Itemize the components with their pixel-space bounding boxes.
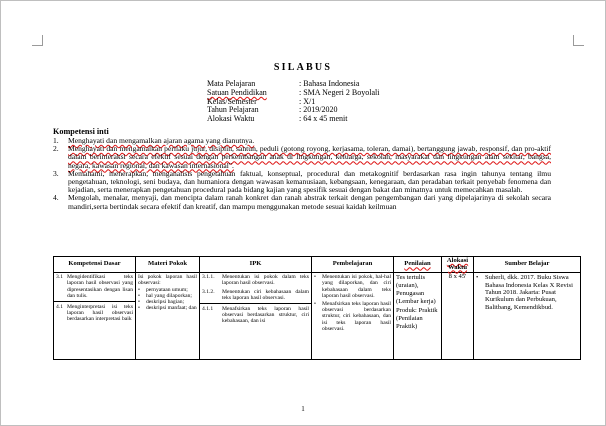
meta-key: Satuan Pendidikan [207,87,267,97]
ki-item [53,194,551,210]
ki-list [53,137,551,211]
ki-heading: Kompetensi inti [53,127,109,136]
cell-alokasi [442,273,474,360]
meta-value: : SMA Negeri 2 Boyolali [299,87,380,97]
materi-item: • pernyataan umum; [138,286,188,293]
table-row [54,273,581,360]
kd-text: Mengidentifikasi teks laporan hasil observasi yang dipresentasikan dengan lisan dan tulis. [67,274,133,299]
page-number: 1 [301,405,305,413]
ipk-item [202,274,309,286]
pembelajaran-text: Menentukan isi pokok, hal-hal yang dilaporkan, dan ciri kebahasaan dalam teks laporan hasil observasi. [322,274,391,299]
ki-item [53,170,551,195]
penilaian-item: (Penilaian Praktik) [396,315,423,330]
materi-text: deskripsi bagian; [146,299,185,305]
col-header-ipk: IPK [200,257,312,273]
col-header-sumber: Sumber Belajar [474,257,581,273]
cell-kd [54,273,136,360]
margin-corner-tr [573,35,584,46]
cell-ipk [200,273,312,360]
kd-item [56,274,133,299]
ipk-item [202,289,309,301]
col-header-kd: Kompetensi Dasar [54,257,136,273]
materi-text: hal yang dilaporkan; [146,292,192,299]
kd-separator [54,301,135,302]
meta-row [207,115,379,124]
table-header-row [54,257,581,273]
meta-value: : X/1 [299,96,316,106]
ki-number: 3. [53,168,59,178]
cell-pembelajaran [312,273,394,360]
cell-sumber [474,273,581,360]
ipk-text: Menentukan isi pokok dalam teks laporan hasil observasi. [222,274,309,287]
kd-number: 3.1 [56,274,63,281]
kd-text: Menginterpretasi isi teks laporan hasil observasi berdasarkan interpretasi baik [67,304,133,323]
materi-item: • deskripsi manfaat; dan [138,305,197,312]
ipk-text: Menentukan ciri kebahasaan dalam teks laporan hasil observasi. [222,288,309,301]
ipk-number: 4.1.1 [202,306,214,312]
sumber-item: • Suherli, dkk. 2017. Buku Siswa Bahasa Indonesia Kelas X Revisi Tahun 2018. Jakarta: Pusat Kurikulum dan Perbukuan, Balitbang, Kemendikbud. [476,274,578,311]
alokasi-value: 8 x 45' [448,273,467,281]
meta-value: : 2019/2020 [299,105,338,115]
ki-number: 1. [53,136,59,145]
pembelajaran-item: • Menafsirkan teks laporan hasil observasi berdasarkan struktur, ciri kebahasaan, dan isi teks laporan hasil observasi. [314,301,391,332]
ki-text: Memahami, menerapkan, menganalisis pengetahuan faktual, konseptual, procedural dan metakognitif berdasarkan rasa ingin tahunya tentang ilmu pengetahuan, teknologi, seni budaya, dan humaniora dengan wawasan kemanusiaan, kebangsaan, kenegaraan, dan peradaban terkait penyebab fenomena dan kejadian, serta menerapkan pengetahuan procedural pada bidang kajian yang spesifik sesuai dengan bakat dan minatnya untuk memecahkan masalah. [68,168,551,195]
meta-key: Kelas/Semester [207,96,257,106]
pembelajaran-item: • Menentukan isi pokok, hal-hal yang dilaporkan, dan ciri kebahasaan dalam teks laporan hasil observasi. [314,274,391,299]
materi-text: pernyataan umum; [146,286,188,293]
margin-corner-tl [32,35,43,46]
sumber-text: Suherli, dkk. 2017. Buku Siswa Bahasa Indonesia Kelas X Revisi Tahun 2018. Jakarta: Pusat Kurikulum dan Perbukuan, Balitbang, Kemendikbud. [485,274,573,311]
ipk-number: 3.1.1. [202,274,215,281]
cell-materi [136,273,200,360]
ki-text: Mengolah, menalar, menyaji, dan mencipta dalam ranah konkret dan ranah abstrak terkait dengan pengembangan dari yang dipelajarinya di sekolah secara mandiri,serta bertindak secara efektif dan kreatif, dan mampu menggunakan metode sesuai kaidah keilmuan [68,193,551,211]
materi-intro: Isi pokok laporan hasil observasi: [138,274,197,287]
materi-item: • deskripsi bagian; [138,299,185,305]
pembelajaran-text: Menafsirkan teks laporan hasil observasi berdasarkan struktur, ciri kebahasaan, dan isi teks laporan hasil observasi. [322,301,391,332]
ipk-text: Menafsirkan teks laporan hasil observasi berdasarkan struktur, ciri kebahasaan, dan isi [222,306,309,325]
cell-penilaian [394,273,442,360]
kd-item [56,304,133,323]
ki-item [53,145,551,170]
penilaian-item: Penugasan (Lembar kerja) [396,290,436,305]
ki-number: 2. [53,144,59,154]
ipk-item [202,306,309,325]
meta-block [207,80,379,124]
kd-number: 4.1 [56,304,63,310]
ipk-number: 3.1.2. [202,288,215,295]
penilaian-item: Produk: Praktik [396,306,438,314]
ki-number: 4. [53,193,59,203]
ipk-separator [200,303,311,304]
meta-key: Alokasi Waktu [207,114,255,124]
col-header-alokasi: Alokasi Waktu [442,257,474,273]
ki-text: Menghayati dan mengamalkan ajaran agama yang dianutnya. [68,136,255,145]
penilaian-item: Tes tertulis (uraian), [396,274,426,289]
meta-value: : Bahasa Indonesia [299,79,360,88]
document-title: SILABUS [273,62,333,73]
materi-text: deskripsi manfaat; dan [146,305,197,312]
meta-key: Tahun Pelajaran [207,105,259,115]
materi-item: • hal yang dilaporkan; [138,292,192,299]
ki-text: Menghayati dan mengamalkan perilaku jujur, disiplin, santun, peduli (gotong royong, kerjasama, toleran, damai), bertanggung jawab, responsif, dan pro-aktif dalam berinteraksi secara efektif sesuai dengan perkembangan anak di lingkungan, keluarga, sekolah, masyarakat dan lingkungan alam sekitar, bangsa, negara, kawasan regional, dan kawasan internasional". [68,144,551,170]
col-header-penilaian: Penilaian [394,257,442,273]
meta-key: Mata Pelajaran [207,79,256,88]
col-header-materi: Materi Pokok [136,257,200,273]
meta-value: : 64 x 45 menit [299,114,348,124]
silabus-table [53,256,581,360]
col-header-pembelajaran: Pembelajaran [312,257,394,273]
